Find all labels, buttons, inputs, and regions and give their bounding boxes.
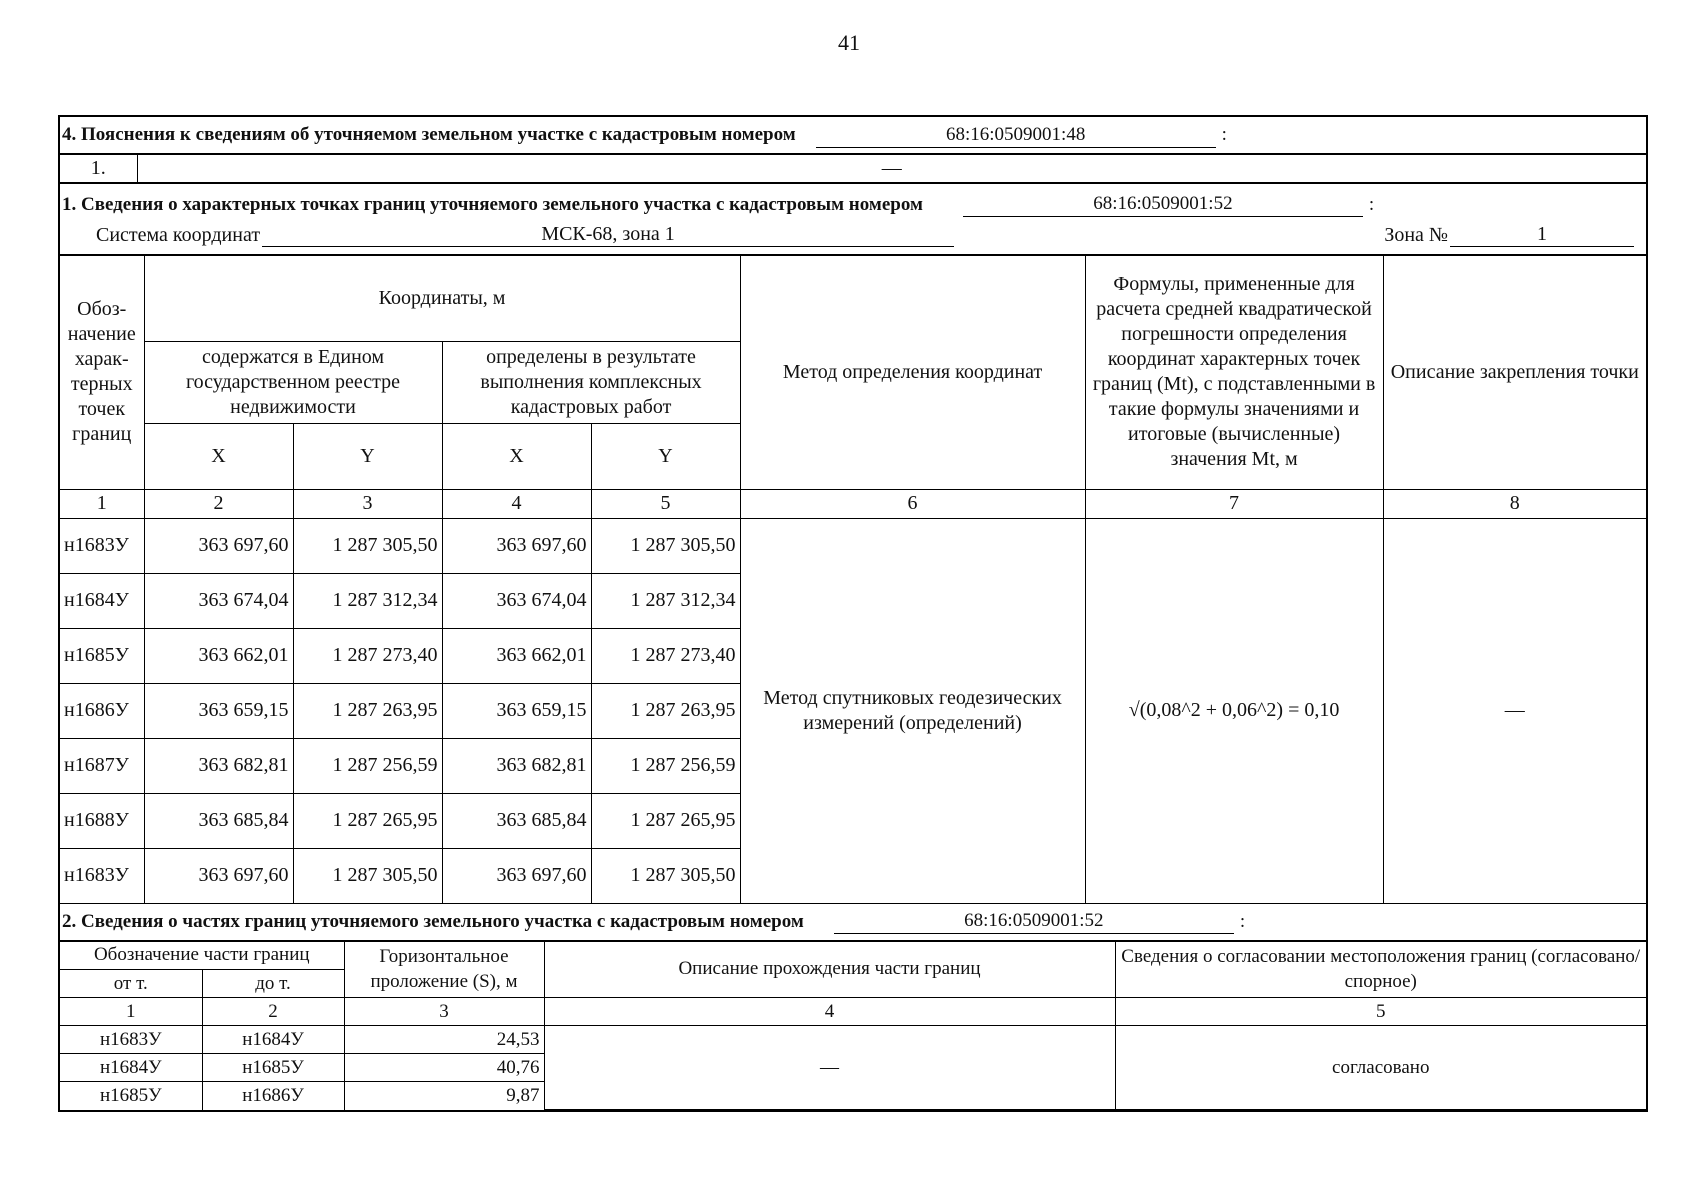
point-y1: 1 287 256,59 [293,738,442,793]
point-y2: 1 287 256,59 [591,738,740,793]
parts-col-num-4: 4 [544,998,1115,1026]
point-y1: 1 287 265,95 [293,793,442,848]
header-part-designation: Обозначение части границ [60,942,344,970]
point-y2: 1 287 273,40 [591,628,740,683]
part-from: н1685У [60,1082,202,1110]
col-num-6: 6 [740,489,1085,518]
point-x1: 363 682,81 [144,738,293,793]
part-to: н1685У [202,1054,344,1082]
parts-table [60,942,1646,1111]
header-horizontal: Горизонтальное проложение (S), м [344,942,544,998]
header-coordinates: Координаты, м [144,256,740,341]
col-num-1: 1 [60,489,144,518]
section4-suffix: : [1221,124,1227,145]
parts-column-numbers-row [60,998,1646,1026]
col-num-5: 5 [591,489,740,518]
point-y2: 1 287 263,95 [591,683,740,738]
col-num-3: 3 [293,489,442,518]
point-name: н1685У [60,628,144,683]
point-x2: 363 697,60 [442,518,591,573]
point-y1: 1 287 263,95 [293,683,442,738]
point-x2: 363 685,84 [442,793,591,848]
point-y2: 1 287 305,50 [591,518,740,573]
section4-row [60,155,1646,183]
point-name: н1686У [60,683,144,738]
point-x2: 363 659,15 [442,683,591,738]
point-y1: 1 287 305,50 [293,518,442,573]
parts-col-num-2: 2 [202,998,344,1026]
section4-row-number: 1. [60,155,137,183]
point-y1: 1 287 273,40 [293,628,442,683]
section4-table [60,155,1646,184]
point-y2: 1 287 265,95 [591,793,740,848]
point-x1: 363 659,15 [144,683,293,738]
point-x2: 363 662,01 [442,628,591,683]
point-name: н1684У [60,573,144,628]
section4-header [60,117,1646,155]
section4-cadastral-number: 68:16:0509001:48 [816,123,1216,148]
part-to: н1684У [202,1026,344,1054]
point-name: н1687У [60,738,144,793]
point-name: н1683У [60,518,144,573]
part-length: 40,76 [344,1054,544,1082]
table-row [60,518,1646,573]
point-x1: 363 674,04 [144,573,293,628]
col-num-8: 8 [1383,489,1646,518]
header-from: от т. [60,970,202,998]
coord-system-label: Система координат [96,224,261,246]
cadastral-form [58,115,1648,1112]
col-num-7: 7 [1085,489,1383,518]
header-passage: Описание прохождения части границ [544,942,1115,998]
part-to: н1686У [202,1082,344,1110]
section2-suffix: : [1239,910,1246,932]
coord-system-value: МСК-68, зона 1 [262,222,954,247]
col-num-4: 4 [442,489,591,518]
page-number: 41 [838,30,860,55]
point-name: н1688У [60,793,144,848]
method-value: Метод спутниковых геодезических измерений (определений) [740,518,1085,903]
section4-row-text: — [137,155,1646,183]
part-length: 9,87 [344,1082,544,1110]
points-table [60,256,1646,904]
header-determined: определены в результате выполнения комплексных кадастровых работ [442,341,740,423]
part-from: н1684У [60,1054,202,1082]
point-x2: 363 682,81 [442,738,591,793]
header-x1: X [144,423,293,489]
section4-title: 4. Пояснения к сведениям об уточняемом земельном участке с кадастровым номером [62,124,796,145]
section1-header [60,184,1646,256]
header-formulas: Формулы, примененные для расчета средней квадратической погрешности определения координат характерных точек границ (Mt), с подставленными в такие формулы значениями и итоговые (вычисленные) значения Mt, м [1085,256,1383,489]
table-row [60,1026,1646,1054]
point-x1: 363 697,60 [144,518,293,573]
header-y2: Y [591,423,740,489]
section2-cadastral-number: 68:16:0509001:52 [834,909,1234,934]
header-method: Метод определения координат [740,256,1085,489]
zone-value: 1 [1450,222,1634,247]
point-x1: 363 662,01 [144,628,293,683]
part-length: 24,53 [344,1026,544,1054]
col-num-2: 2 [144,489,293,518]
point-x2: 363 697,60 [442,848,591,903]
point-y2: 1 287 305,50 [591,848,740,903]
zone-label: Зона № [1384,224,1448,246]
section1-suffix: : [1368,193,1375,215]
point-y2: 1 287 312,34 [591,573,740,628]
header-point-designation: Обоз-начение харак-терных точек границ [60,256,144,489]
header-in-registry: содержатся в Едином государственном реестре недвижимости [144,341,442,423]
formula-value: √(0,08^2 + 0,06^2) = 0,10 [1085,518,1383,903]
point-y1: 1 287 305,50 [293,848,442,903]
header-agreement: Сведения о согласовании местоположения границ (согласовано/спорное) [1115,942,1646,998]
header-to: до т. [202,970,344,998]
column-numbers-row [60,489,1646,518]
passage-value: — [544,1026,1115,1110]
agreement-value: согласовано [1115,1026,1646,1110]
part-from: н1683У [60,1026,202,1054]
point-x2: 363 674,04 [442,573,591,628]
section2-header [60,904,1646,942]
description-value: — [1383,518,1646,903]
header-y1: Y [293,423,442,489]
point-name: н1683У [60,848,144,903]
parts-col-num-1: 1 [60,998,202,1026]
point-x1: 363 685,84 [144,793,293,848]
header-x2: X [442,423,591,489]
section1-title: 1. Сведения о характерных точках границ уточняемого земельного участка с кадастровым номером [62,193,923,215]
parts-col-num-5: 5 [1115,998,1646,1026]
section1-cadastral-number: 68:16:0509001:52 [963,192,1363,217]
header-description: Описание закрепления точки [1383,256,1646,489]
point-x1: 363 697,60 [144,848,293,903]
point-y1: 1 287 312,34 [293,573,442,628]
parts-col-num-3: 3 [344,998,544,1026]
section2-title: 2. Сведения о частях границ уточняемого земельного участка с кадастровым номером [62,910,804,932]
